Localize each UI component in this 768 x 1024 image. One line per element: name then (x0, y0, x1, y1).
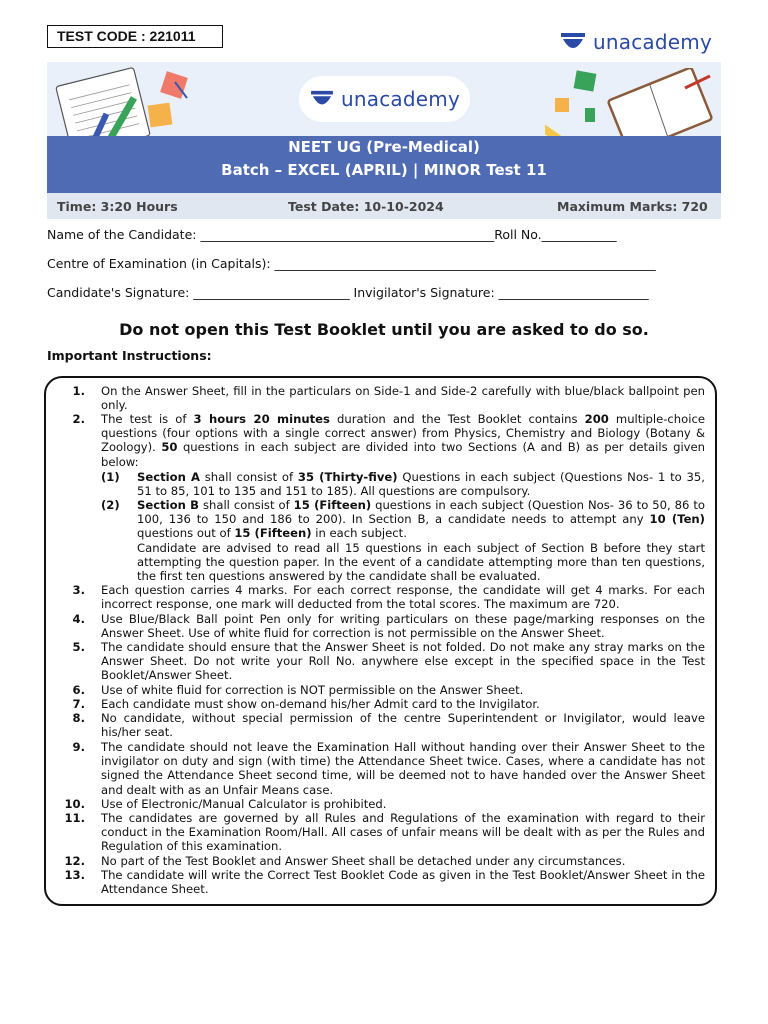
max-marks: Maximum Marks: 720 (557, 199, 708, 214)
section-b-item (101, 498, 705, 583)
instruction-item (55, 384, 705, 412)
instruction-number: 12. (64, 854, 85, 868)
instruction-text: The test is of 3 hours 20 minutes duration and the Test Booklet contains 200 multiple-choice questions (four options with a single correct answer) from Physics, Chemistry and Biology (Botany & Zoology). 50 questions in each subject are divided into two Sections (A and B) as per details given below: (101, 412, 706, 469)
instruction-item (55, 868, 705, 896)
instruction-text: Use of Electronic/Manual Calculator is prohibited. (101, 797, 387, 811)
instruction-item (55, 711, 705, 739)
banner-logo (299, 76, 470, 122)
batch-title: Batch – EXCEL (APRIL) | MINOR Test 11 (221, 161, 547, 179)
instructions-heading: Important Instructions: (47, 348, 212, 363)
instruction-item (55, 697, 705, 711)
instruction-number: 2. (72, 412, 85, 426)
instruction-text: The candidate will write the Correct Test Booklet Code as given in the Test Booklet/Answer Sheet in the Attendance Sheet. (101, 868, 705, 897)
unacademy-logo-icon (559, 31, 587, 53)
instruction-item (55, 811, 705, 854)
instruction-number: 4. (72, 612, 85, 626)
instruction-number: 11. (64, 811, 85, 825)
instruction-number: 10. (64, 797, 85, 811)
instruction-item (55, 854, 705, 868)
instruction-text: The candidate should ensure that the Answer Sheet is not folded. Do not make any stray marks on the Answer Sheet. Do not write your Roll No. anywhere else except in the specified space in the Test Booklet/Answer Sheet. (101, 640, 705, 683)
instruction-text: On the Answer Sheet, fill in the particulars on Side-1 and Side-2 carefully with blue/black ballpoint pen only. (101, 384, 705, 413)
instruction-text: Use of white fluid for correction is NOT permissible on the Answer Sheet. (101, 683, 524, 697)
booklet-notice: Do not open this Test Booklet until you are asked to do so. (119, 320, 649, 339)
instruction-number: 9. (72, 740, 85, 754)
instruction-item (55, 640, 705, 683)
brand-name: unacademy (593, 30, 712, 54)
instruction-number: 7. (72, 697, 85, 711)
exam-title: NEET UG (Pre-Medical) (288, 138, 480, 156)
instruction-number: 6. (72, 683, 85, 697)
unacademy-logo-icon (309, 89, 335, 109)
centre-field: Centre of Examination (in Capitals): _____________________________________________________________ (47, 256, 656, 271)
brand-logo (559, 28, 712, 56)
instruction-text: Each candidate must show on-demand his/her Admit card to the Invigilator. (101, 697, 540, 711)
instruction-number: 8. (72, 711, 85, 725)
section-number: (1) (101, 470, 120, 484)
section-text: Section B shall consist of 15 (Fifteen) questions in each subject (Question Nos- 36 to 50, 86 to 100, 136 to 150 and 186 to 200). In Section B, a candidate needs to attempt any 10 (Ten) questions out of 15 (Fifteen) in each subject. Candidate are advised to read all 15 questions in each subject of Section B before they start attempting the question paper. In the event of a candidate attempting more than ten questions, the first ten questions answered by the candidate shall be evaluated. (137, 498, 706, 584)
instruction-item (55, 740, 705, 797)
exam-date: Test Date: 10-10-2024 (288, 199, 444, 214)
signature-fields: Candidate's Signature: _________________________ Invigilator's Signature: ________________________ (47, 285, 649, 300)
instruction-number: 5. (72, 640, 85, 654)
instruction-text: No part of the Test Booklet and Answer Sheet shall be detached under any circumstances. (101, 854, 626, 868)
section-text: Section A shall consist of 35 (Thirty-five) Questions in each subject (Questions Nos- 1 to 35, 51 to 85, 101 to 135 and 151 to 185). All questions are compulsory. (137, 470, 705, 499)
test-code-box: TEST CODE : 221011 (47, 25, 223, 48)
instruction-item (55, 412, 705, 469)
instruction-item (55, 683, 705, 697)
instruction-text: No candidate, without special permission of the centre Superintendent or Invigilator, would leave his/her seat. (101, 711, 705, 740)
instruction-number: 1. (72, 384, 85, 398)
exam-duration: Time: 3:20 Hours (57, 199, 178, 214)
instruction-text: Use Blue/Black Ball point Pen only for writing particulars on these page/marking responses on the Answer Sheet. Use of white fluid for correction is not permissible on the Answer Sheet. (101, 612, 705, 641)
section-a-item (101, 470, 705, 498)
banner-brand-name: unacademy (341, 87, 460, 111)
instruction-item (55, 583, 705, 611)
candidate-name-field: Name of the Candidate: _______________________________________________Roll No.____________ (47, 227, 617, 242)
instruction-text: Each question carries 4 marks. For each correct response, the candidate will get 4 marks. For each incorrect response, one mark will deducted from the total scores. The maximum are 720. (101, 583, 705, 612)
instruction-item (55, 797, 705, 811)
instruction-text: The candidates are governed by all Rules and Regulations of the examination with regard to their conduct in the Examination Room/Hall. All cases of unfair means will be dealt with as per the Rules and Regulation of this examination. (101, 811, 705, 854)
section-number: (2) (101, 498, 120, 512)
instruction-number: 13. (64, 868, 85, 882)
instruction-item (55, 612, 705, 640)
instruction-number: 3. (72, 583, 85, 597)
instruction-text: The candidate should not leave the Examination Hall without handing over their Answer Sheet to the invigilator on duty and sign (with time) the Attendance Sheet twice. Cases, where a candidate has not signed the Attendance Sheet second time, will be deemed not to have handed over the Answer Sheet and dealt with as an Unfair Means case. (101, 740, 705, 797)
